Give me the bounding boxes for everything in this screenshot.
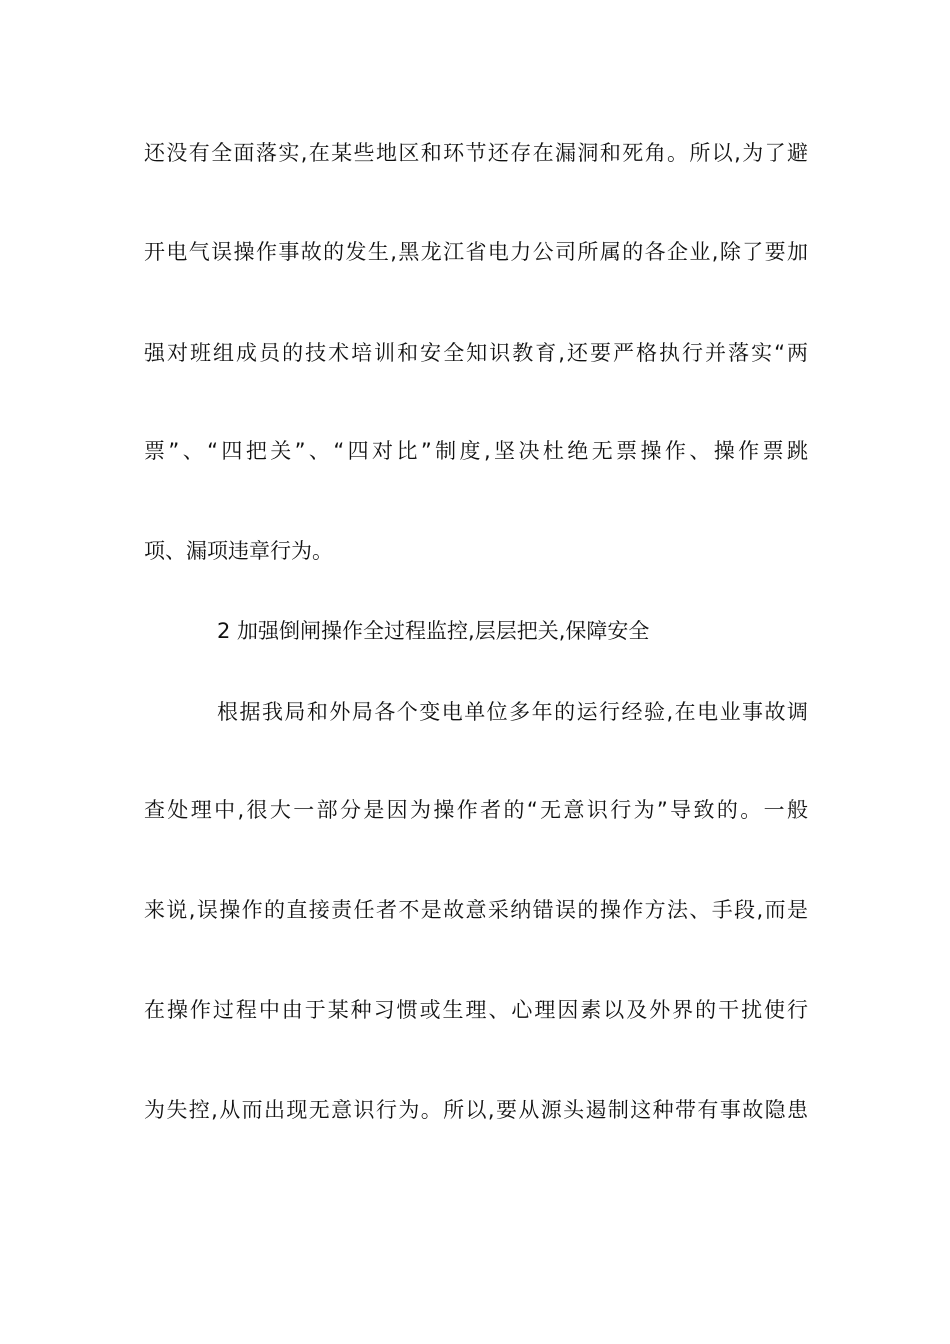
paragraph-line: 在操作过程中由于某种习惯或生理、心理因素以及外界的干扰使行 — [144, 998, 808, 1022]
paragraph-line: 为失控,从而出现无意识行为。所以,要从源头遏制这种带有事故隐患 — [144, 1098, 808, 1122]
section-heading: 2 加强倒闸操作全过程监控,层层把关,保障安全 — [217, 619, 650, 643]
paragraph-line: 开电气误操作事故的发生,黑龙江省电力公司所属的各企业,除了要加 — [144, 240, 808, 264]
paragraph-line: 票”、“四把关”、“四对比”制度,坚决杜绝无票操作、操作票跳 — [144, 439, 808, 463]
paragraph-line: 项、漏项违章行为。 — [144, 539, 333, 563]
paragraph-line: 根据我局和外局各个变电单位多年的运行经验,在电业事故调 — [217, 700, 808, 724]
paragraph-line: 来说,误操作的直接责任者不是故意采纳错误的操作方法、手段,而是 — [144, 898, 808, 922]
paragraph-line: 还没有全面落实,在某些地区和环节还存在漏洞和死角。所以,为了避 — [144, 141, 808, 165]
paragraph-line: 查处理中,很大一部分是因为操作者的“无意识行为”导致的。一般 — [144, 798, 808, 822]
paragraph-line: 强对班组成员的技术培训和安全知识教育,还要严格执行并落实“两 — [144, 341, 808, 365]
